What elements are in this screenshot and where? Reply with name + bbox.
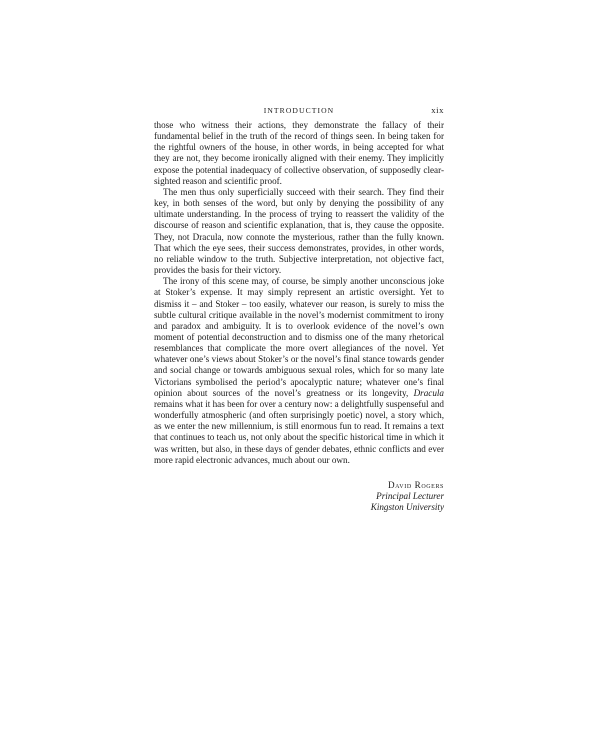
running-head-title: INTRODUCTION xyxy=(263,106,335,115)
running-head xyxy=(154,104,444,118)
author-institution: Kingston University xyxy=(370,502,444,513)
book-page xyxy=(154,104,444,514)
paragraph-text: remains what it has been for over a century now: a delightfully suspenseful and wonderfully atmospheric (and often surprisingly poetic) novel, a story which, as we enter the new millennium, is still enormous fun to read. It remains a text that continues to teach us, not only about the specific historical time in which it was written, but also, in these days of gender debates, ethnic conflicts and ever more rapid electronic advances, much about our own. xyxy=(154,398,444,465)
body-paragraph-final xyxy=(154,276,444,466)
body-paragraph: those who witness their actions, they demonstrate the fallacy of their fundamental belief in the truth of the record of things seen. In being taken for the rightful owners of the house, in other words, in being accepted for what they are not, they become ironically aligned with their enemy. They implicitly expose the potential inadequacy of collective observation, of supposedly clear-sighted reason and scientific proof. xyxy=(154,120,444,186)
paragraph-text: The irony of this scene may, of course, be simply another unconscious joke at Stoker’s expense. It may simply represent an artistic oversight. Yet to dismiss it – and Stoker – too easily, whatever our reason, is surely to miss the subtle cultural critique available in the novel’s modernist commitment to irony and paradox and ambiguity. It is to overlook evidence of the novel’s own moment of potential deconstruction and to dismiss one of the many rhetorical resemblances that complicate the more overt allegiances of the novel. Yet whatever one’s views about Stoker’s or the novel’s final stance towards gender and social change or towards ambiguous sexual roles, which for so many late Victorians symbolised the period’s apocalyptic nature; whatever one’s final opinion about sources of the novel’s greatness or its longevity, xyxy=(154,276,444,398)
author-signature xyxy=(154,480,444,514)
book-title-italic: Dracula xyxy=(413,387,444,398)
author-role: Principal Lecturer xyxy=(376,491,444,502)
author-name: David Rogers xyxy=(387,479,444,490)
page-number: xix xyxy=(431,105,444,115)
body-paragraph: The men thus only superficially succeed with their search. They find their key, in both senses of the word, but only by denying the possibility of any ultimate understanding. In the process of trying to reassert the validity of the discourse of reason and scientific explanation, that is, they cause the opposite. They, not Dracula, now connote the mysterious, rather than the fully known. That which the eye sees, their success demonstrates, provides, in other words, no reliable window to the truth. Subjective interpretation, not objective fact, provides the basis for their victory. xyxy=(154,186,444,276)
